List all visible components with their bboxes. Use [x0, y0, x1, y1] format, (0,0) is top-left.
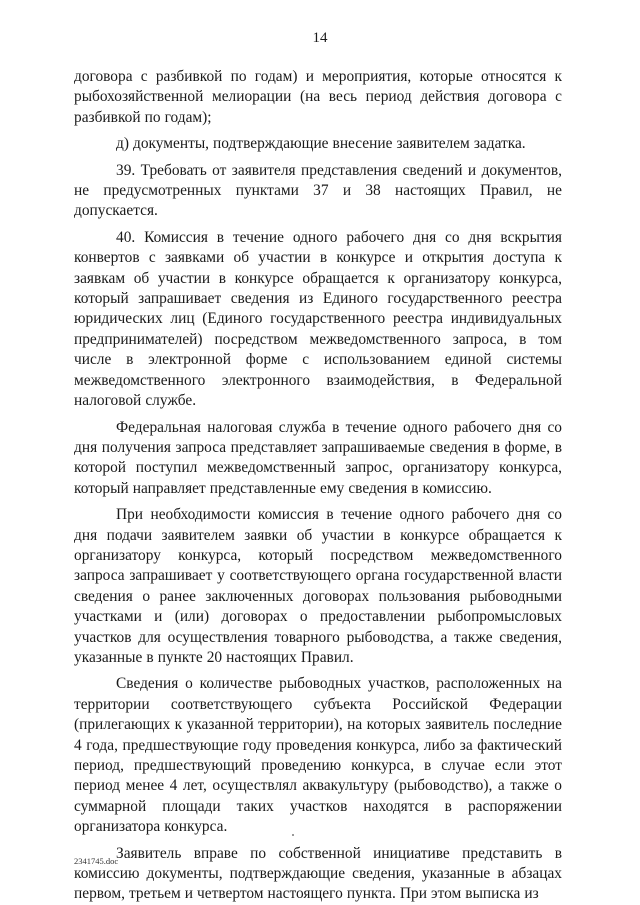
paragraph-39: 39. Требовать от заявителя представления сведений и документов, не предусмотренных пунктами 37 и 38 настоящих Правил, не допускается. — [74, 161, 562, 220]
paragraph-40: 40. Комиссия в течение одного рабочего дня со дня вскрытия конвертов с заявками об участии в конкурсе и открытия доступа к заявкам об участии в конкурсе обращается к организатору конкурса, который запрашивает сведения из Единого государственного реестра юридических лиц (Единого государственного реестра индивидуальных предпринимателей) посредством межведомственного запроса, в том числе в электронной форме с использованием единой системы межведомственного электронного взаимодействия, в Федеральной налоговой службе. — [74, 228, 562, 410]
paragraph-fish-plots-info: Сведения о количестве рыбоводных участков, расположенных на территории соответствующего субъекта Российской Федерации (прилегающих к указанной территории), на которых заявитель последние 4 года, предшествующие году проведения конкурса, либо за фактический период, предшествующий проведению конкурса, в случае если этот период менее 4 лет, осуществлял аквакультуру (рыбоводство), а также о суммарной площади таких участков находятся в распоряжении организатора конкурса. — [74, 675, 562, 836]
paragraph-applicant-right: Заявитель вправе по собственной инициативе представить в комиссию документы, подтверждающие сведения, указанные в абзацах первом, третьем и четвертом настоящего пункта. При этом выписка из — [74, 844, 562, 903]
paragraph-continuation: договора с разбивкой по годам) и мероприятия, которые относятся к рыбохозяйственной мелиорации (на весь период действия договора с разбивкой по годам); — [74, 68, 562, 126]
scan-speck — [292, 834, 294, 836]
paragraph-commission-request: При необходимости комиссия в течение одного рабочего дня со дня подачи заявителем заявки об участии в конкурсе обращается к организатору конкурса, который посредством межведомственного запроса запрашивает у соответствующего органа государственной власти сведения о ранее заключенных договорах пользования рыбоводными участками и (или) договорах о предоставлении рыбопромысловых участков для осуществления товарного рыбоводства, а также сведения, указанные в пункте 20 настоящих Правил. — [74, 506, 562, 666]
document-body — [74, 67, 562, 905]
page-number: 14 — [312, 30, 328, 46]
footer-filename: 2341745.doc — [74, 856, 119, 866]
paragraph-tax-service: Федеральная налоговая служба в течение одного рабочего дня со дня получения запроса представляет запрашиваемые сведения в форме, в которой поступил межведомственный запрос, организатору конкурса, который направляет представленные ему сведения в комиссию. — [74, 418, 562, 497]
paragraph-item-d: д) документы, подтверждающие внесение заявителем задатка. — [116, 135, 526, 153]
